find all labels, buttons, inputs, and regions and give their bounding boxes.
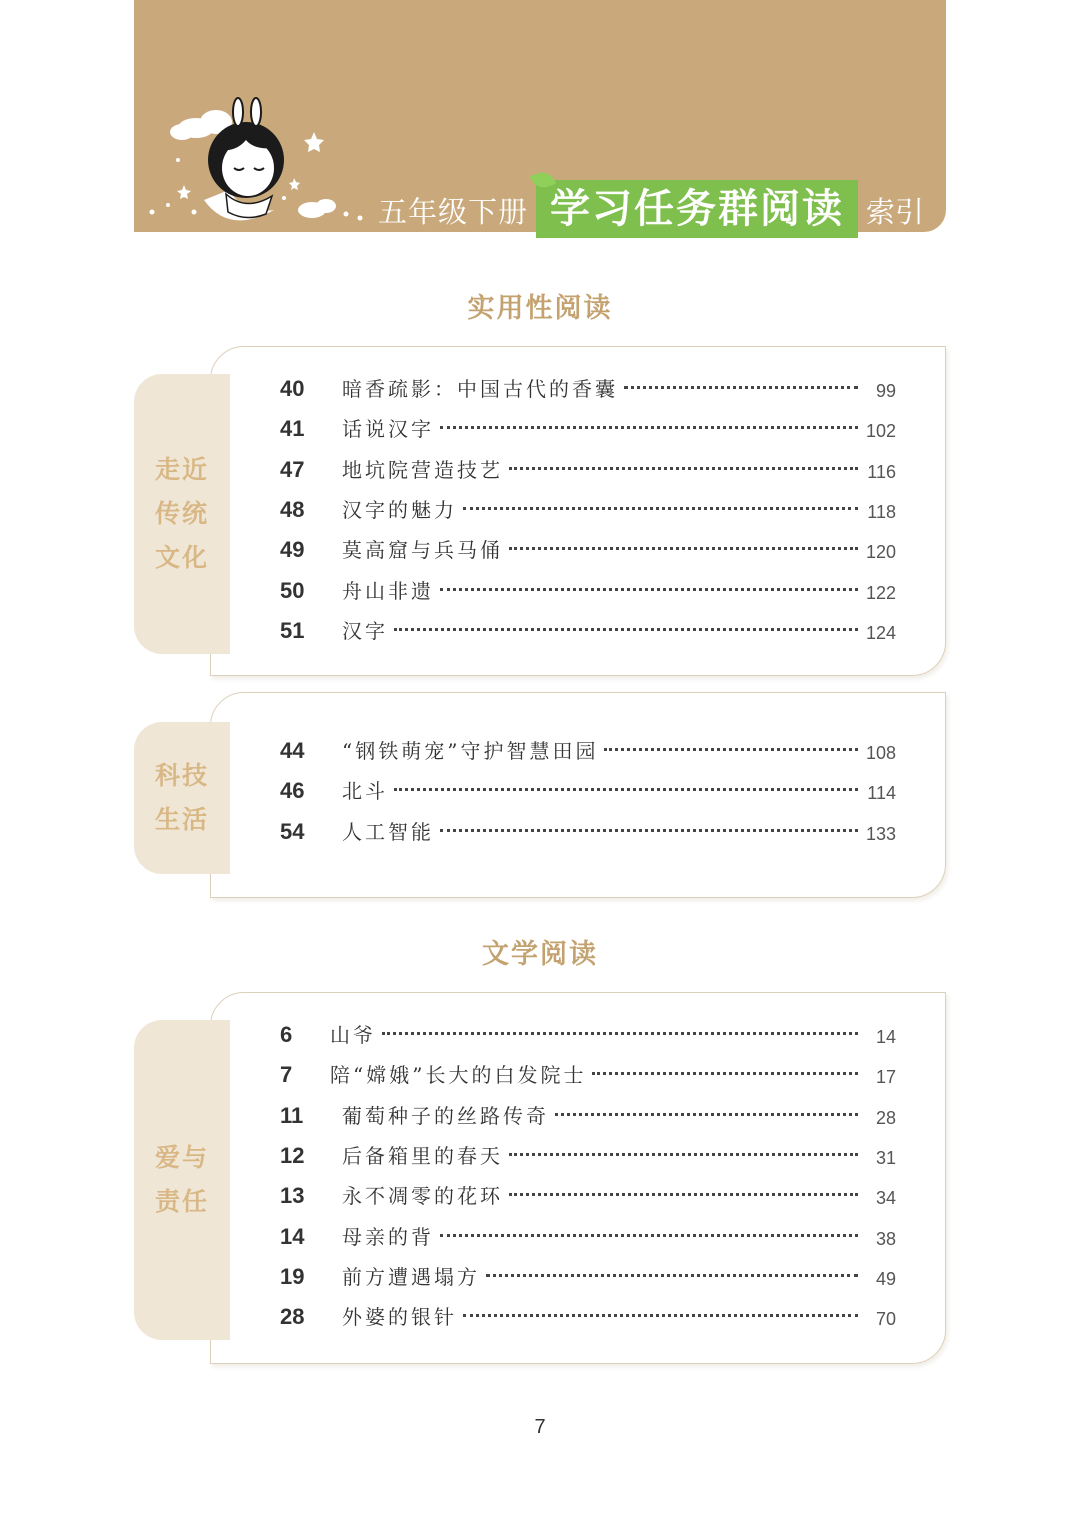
entry-title: 北斗 <box>342 779 388 804</box>
index-entry[interactable] <box>0 614 1080 648</box>
index-entry[interactable] <box>0 815 1080 849</box>
leader-dots <box>440 588 858 591</box>
leader-dots <box>486 1274 858 1277</box>
entry-number: 48 <box>280 496 305 522</box>
leader-dots <box>509 467 858 470</box>
entry-page: 108 <box>865 743 896 763</box>
index-entry[interactable] <box>0 734 1080 768</box>
leader-dots <box>440 829 858 832</box>
entry-page: 133 <box>865 823 896 844</box>
index-entry[interactable] <box>0 1018 1080 1052</box>
leader-dots <box>463 507 858 510</box>
entry-title: 暗香疏影：中国古代的香囊 <box>342 377 618 401</box>
leader-dots <box>509 547 858 550</box>
leader-dots <box>509 1153 858 1156</box>
entry-page: 17 <box>875 1067 896 1088</box>
entry-title: 地坑院营造技艺 <box>342 457 503 482</box>
entry-number: 14 <box>280 1223 305 1249</box>
entry-title: 外婆的银针 <box>342 1305 457 1330</box>
entry-page: 38 <box>875 1228 896 1249</box>
index-entry[interactable] <box>0 1058 1080 1092</box>
leader-dots <box>604 748 858 751</box>
entry-number: 54 <box>280 818 305 844</box>
index-entry[interactable] <box>0 1099 1080 1133</box>
entry-number: 28 <box>280 1304 305 1330</box>
page-number: 7 <box>534 1416 546 1438</box>
index-entry[interactable] <box>0 1300 1080 1334</box>
leader-dots <box>394 628 858 631</box>
entry-number: 49 <box>280 537 305 563</box>
entry-page: 34 <box>875 1188 896 1209</box>
entry-title: “钢铁萌宠”守护智慧田园 <box>342 739 599 763</box>
entry-title: 陪“嫦娥”长大的白发院士 <box>330 1063 587 1088</box>
entry-page: 122 <box>865 582 896 603</box>
index-entry[interactable] <box>0 493 1080 527</box>
index-entry[interactable] <box>0 1139 1080 1173</box>
entry-page: 120 <box>865 542 896 563</box>
index-entry[interactable] <box>0 1179 1080 1213</box>
leader-dots <box>555 1113 858 1116</box>
entry-page: 14 <box>875 1027 896 1047</box>
entry-number: 7 <box>280 1062 293 1088</box>
index-entry[interactable] <box>0 533 1080 567</box>
entry-title: 话说汉字 <box>342 417 434 442</box>
entry-title: 人工智能 <box>342 819 434 844</box>
entry-title: 汉字 <box>342 618 388 643</box>
entry-number: 46 <box>280 778 305 804</box>
leader-dots <box>440 426 858 429</box>
entry-page: 124 <box>865 622 896 643</box>
leader-dots <box>592 1072 858 1075</box>
entry-number: 51 <box>280 617 305 643</box>
index-entry[interactable] <box>0 453 1080 487</box>
entry-title: 后备箱里的春天 <box>342 1143 503 1168</box>
entry-title: 葡萄种子的丝路传奇 <box>342 1103 549 1128</box>
entry-number: 47 <box>280 456 305 482</box>
entry-page: 31 <box>875 1147 896 1168</box>
leader-dots <box>463 1314 858 1317</box>
entry-page: 114 <box>867 783 896 804</box>
entry-number: 11 <box>280 1102 304 1128</box>
header-title: 学习任务群阅读 <box>536 180 858 238</box>
index-entry[interactable] <box>0 372 1080 406</box>
entry-page: 102 <box>865 421 896 442</box>
entry-title: 永不凋零的花环 <box>342 1184 503 1209</box>
entry-title: 舟山非遗 <box>342 578 434 603</box>
entry-title: 汉字的魅力 <box>342 497 457 522</box>
entry-number: 44 <box>280 738 305 763</box>
entry-page: 28 <box>875 1107 896 1128</box>
leader-dots <box>440 1234 858 1237</box>
entry-page: 70 <box>875 1309 896 1330</box>
entry-title: 前方遭遇塌方 <box>342 1264 480 1289</box>
entry-page: 99 <box>875 381 896 401</box>
leader-dots <box>394 788 858 791</box>
entry-page: 118 <box>867 501 896 522</box>
entry-number: 19 <box>280 1263 305 1289</box>
entry-title: 莫高窟与兵马俑 <box>342 538 503 563</box>
entry-number: 40 <box>280 376 305 401</box>
leader-dots <box>509 1193 858 1196</box>
entry-number: 12 <box>280 1142 305 1168</box>
section-title-practical: 实用性阅读 <box>467 293 613 324</box>
entry-number: 13 <box>280 1183 305 1209</box>
index-entry[interactable] <box>0 774 1080 808</box>
entry-number: 6 <box>280 1022 293 1047</box>
entry-page: 49 <box>875 1268 896 1289</box>
header-banner <box>134 0 946 232</box>
entry-page: 116 <box>867 461 896 482</box>
entry-title: 山爷 <box>330 1023 376 1047</box>
leader-dots <box>382 1032 858 1035</box>
index-entry[interactable] <box>0 1220 1080 1254</box>
entry-title: 母亲的背 <box>342 1224 434 1249</box>
entry-number: 41 <box>280 416 305 442</box>
index-entry[interactable] <box>0 574 1080 608</box>
header-suffix: 索引 <box>866 195 925 229</box>
leader-dots <box>624 386 858 389</box>
group-tab: 爱与责任 <box>134 1020 230 1340</box>
index-entry[interactable] <box>0 412 1080 446</box>
group-tab: 科技生活 <box>134 722 230 874</box>
entry-number: 50 <box>280 577 305 603</box>
index-entry[interactable] <box>0 1260 1080 1294</box>
grade-label: 五年级下册 <box>378 195 529 229</box>
section-title-literary: 文学阅读 <box>482 939 598 970</box>
group-tab: 走近传统文化 <box>134 374 230 654</box>
